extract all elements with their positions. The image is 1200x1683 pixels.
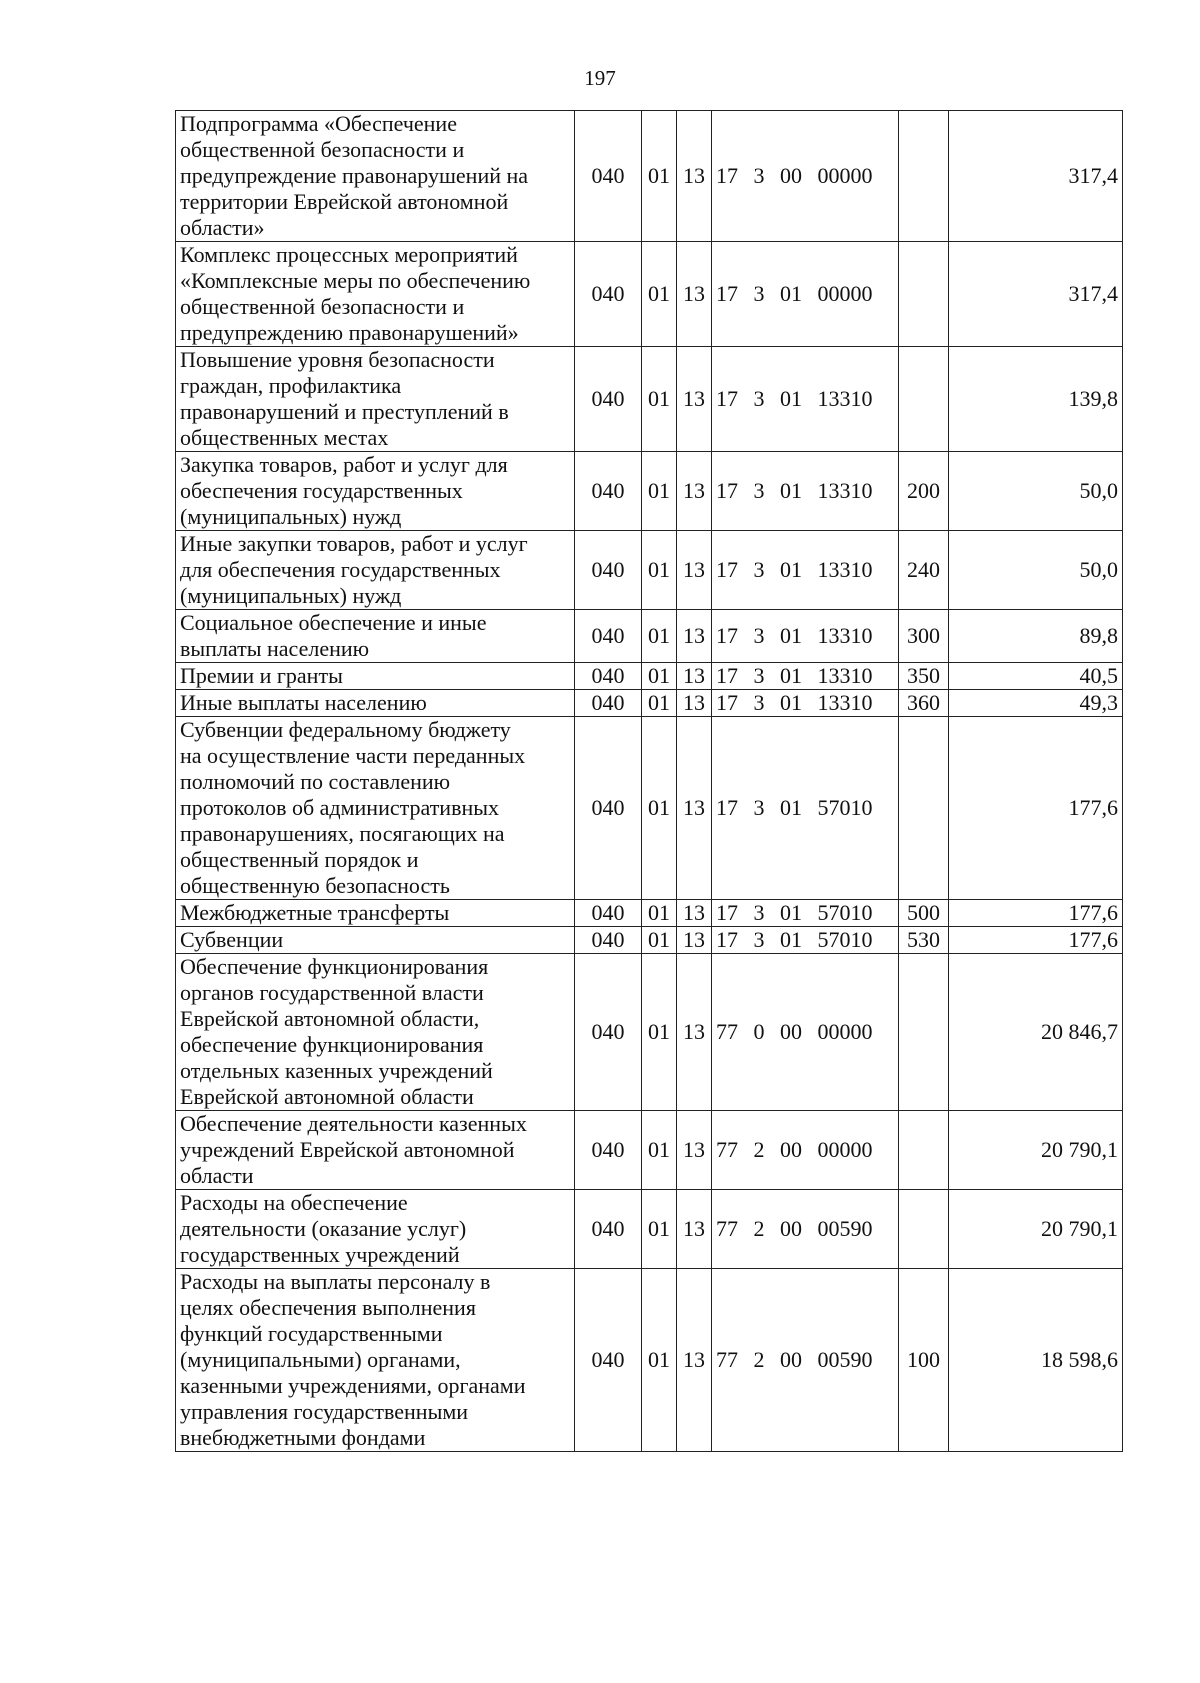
ministry-code: 040: [575, 900, 642, 927]
row-name: Подпрограмма «Обеспечение общественной безопасности и предупреждение правонарушений на территории Еврейской автономной области»: [176, 111, 575, 242]
target-article-code: 77 0 00 00000: [712, 954, 899, 1111]
amount-value: 177,6: [949, 927, 1123, 954]
expense-type-code: [899, 1111, 949, 1190]
amount-value: 139,8: [949, 347, 1123, 452]
ministry-code: 040: [575, 927, 642, 954]
table-row: [176, 531, 1123, 610]
subsection-code: 13: [677, 111, 712, 242]
section-code: 01: [642, 1269, 677, 1452]
section-code: 01: [642, 927, 677, 954]
expense-type-code: 300: [899, 610, 949, 663]
row-name: Премии и гранты: [176, 663, 575, 690]
amount-value: 20 790,1: [949, 1190, 1123, 1269]
ministry-code: 040: [575, 717, 642, 900]
amount-value: 177,6: [949, 717, 1123, 900]
table-row: [176, 111, 1123, 242]
subsection-code: 13: [677, 927, 712, 954]
row-name: Иные выплаты населению: [176, 690, 575, 717]
table-row: [176, 900, 1123, 927]
row-name: Закупка товаров, работ и услуг для обеспечения государственных (муниципальных) нужд: [176, 452, 575, 531]
section-code: 01: [642, 1190, 677, 1269]
amount-value: 177,6: [949, 900, 1123, 927]
section-code: 01: [642, 452, 677, 531]
row-name: Расходы на выплаты персоналу в целях обеспечения выполнения функций государственными (муниципальными) органами, казенными учреждениями, органами управления государственными внебюджетными фондами: [176, 1269, 575, 1452]
row-name: Субвенции: [176, 927, 575, 954]
expense-type-code: 530: [899, 927, 949, 954]
target-article-code: 17 3 01 00000: [712, 242, 899, 347]
row-name: Комплекс процессных мероприятий «Комплексные меры по обеспечению общественной безопасности и предупреждению правонарушений»: [176, 242, 575, 347]
target-article-code: 17 3 01 57010: [712, 717, 899, 900]
row-name: Субвенции федеральному бюджету на осуществление части переданных полномочий по составлению протоколов об административных правонарушениях, посягающих на общественный порядок и общественную безопасность: [176, 717, 575, 900]
subsection-code: 13: [677, 954, 712, 1111]
expense-type-code: [899, 717, 949, 900]
ministry-code: 040: [575, 111, 642, 242]
subsection-code: 13: [677, 610, 712, 663]
row-name: Межбюджетные трансферты: [176, 900, 575, 927]
section-code: 01: [642, 900, 677, 927]
amount-value: 20 790,1: [949, 1111, 1123, 1190]
section-code: 01: [642, 954, 677, 1111]
target-article-code: 17 3 01 13310: [712, 690, 899, 717]
table-row: [176, 954, 1123, 1111]
ministry-code: 040: [575, 347, 642, 452]
budget-table: [175, 110, 1123, 1452]
target-article-code: 17 3 01 57010: [712, 927, 899, 954]
row-name: Иные закупки товаров, работ и услуг для обеспечения государственных (муниципальных) нужд: [176, 531, 575, 610]
section-code: 01: [642, 242, 677, 347]
subsection-code: 13: [677, 900, 712, 927]
target-article-code: 17 3 01 13310: [712, 531, 899, 610]
ministry-code: 040: [575, 1111, 642, 1190]
subsection-code: 13: [677, 690, 712, 717]
subsection-code: 13: [677, 1269, 712, 1452]
amount-value: 317,4: [949, 242, 1123, 347]
expense-type-code: [899, 1190, 949, 1269]
expense-type-code: [899, 347, 949, 452]
ministry-code: 040: [575, 452, 642, 531]
table-row: [176, 717, 1123, 900]
ministry-code: 040: [575, 663, 642, 690]
table-row: [176, 663, 1123, 690]
table-row: [176, 927, 1123, 954]
ministry-code: 040: [575, 690, 642, 717]
ministry-code: 040: [575, 610, 642, 663]
table-row: [176, 452, 1123, 531]
subsection-code: 13: [677, 452, 712, 531]
expense-type-code: [899, 242, 949, 347]
target-article-code: 77 2 00 00590: [712, 1190, 899, 1269]
ministry-code: 040: [575, 1190, 642, 1269]
table-row: [176, 690, 1123, 717]
amount-value: 50,0: [949, 452, 1123, 531]
subsection-code: 13: [677, 347, 712, 452]
row-name: Повышение уровня безопасности граждан, профилактика правонарушений и преступлений в общественных местах: [176, 347, 575, 452]
expense-type-code: 500: [899, 900, 949, 927]
amount-value: 50,0: [949, 531, 1123, 610]
ministry-code: 040: [575, 954, 642, 1111]
table-row: [176, 242, 1123, 347]
expense-type-code: [899, 111, 949, 242]
target-article-code: 17 3 01 13310: [712, 663, 899, 690]
section-code: 01: [642, 690, 677, 717]
subsection-code: 13: [677, 663, 712, 690]
amount-value: 40,5: [949, 663, 1123, 690]
section-code: 01: [642, 717, 677, 900]
section-code: 01: [642, 1111, 677, 1190]
ministry-code: 040: [575, 242, 642, 347]
table-row: [176, 1269, 1123, 1452]
expense-type-code: 360: [899, 690, 949, 717]
ministry-code: 040: [575, 531, 642, 610]
subsection-code: 13: [677, 242, 712, 347]
subsection-code: 13: [677, 531, 712, 610]
row-name: Обеспечение деятельности казенных учреждений Еврейской автономной области: [176, 1111, 575, 1190]
expense-type-code: 200: [899, 452, 949, 531]
expense-type-code: 350: [899, 663, 949, 690]
subsection-code: 13: [677, 1190, 712, 1269]
target-article-code: 17 3 01 13310: [712, 452, 899, 531]
amount-value: 49,3: [949, 690, 1123, 717]
target-article-code: 17 3 01 13310: [712, 347, 899, 452]
row-name: Расходы на обеспечение деятельности (оказание услуг) государственных учреждений: [176, 1190, 575, 1269]
page-number: 197: [584, 66, 616, 90]
table-row: [176, 610, 1123, 663]
section-code: 01: [642, 531, 677, 610]
amount-value: 20 846,7: [949, 954, 1123, 1111]
table-row: [176, 1111, 1123, 1190]
target-article-code: 17 3 01 57010: [712, 900, 899, 927]
subsection-code: 13: [677, 717, 712, 900]
subsection-code: 13: [677, 1111, 712, 1190]
amount-value: 18 598,6: [949, 1269, 1123, 1452]
amount-value: 89,8: [949, 610, 1123, 663]
section-code: 01: [642, 663, 677, 690]
target-article-code: 17 3 01 13310: [712, 610, 899, 663]
section-code: 01: [642, 111, 677, 242]
expense-type-code: 240: [899, 531, 949, 610]
expense-type-code: 100: [899, 1269, 949, 1452]
table-row: [176, 347, 1123, 452]
amount-value: 317,4: [949, 111, 1123, 242]
target-article-code: 17 3 00 00000: [712, 111, 899, 242]
target-article-code: 77 2 00 00000: [712, 1111, 899, 1190]
row-name: Социальное обеспечение и иные выплаты населению: [176, 610, 575, 663]
table-row: [176, 1190, 1123, 1269]
ministry-code: 040: [575, 1269, 642, 1452]
row-name: Обеспечение функционирования органов государственной власти Еврейской автономной области, обеспечение функционирования отдельных казенных учреждений Еврейской автономной области: [176, 954, 575, 1111]
expense-type-code: [899, 954, 949, 1111]
target-article-code: 77 2 00 00590: [712, 1269, 899, 1452]
section-code: 01: [642, 610, 677, 663]
section-code: 01: [642, 347, 677, 452]
budget-table-body: [176, 111, 1123, 1452]
